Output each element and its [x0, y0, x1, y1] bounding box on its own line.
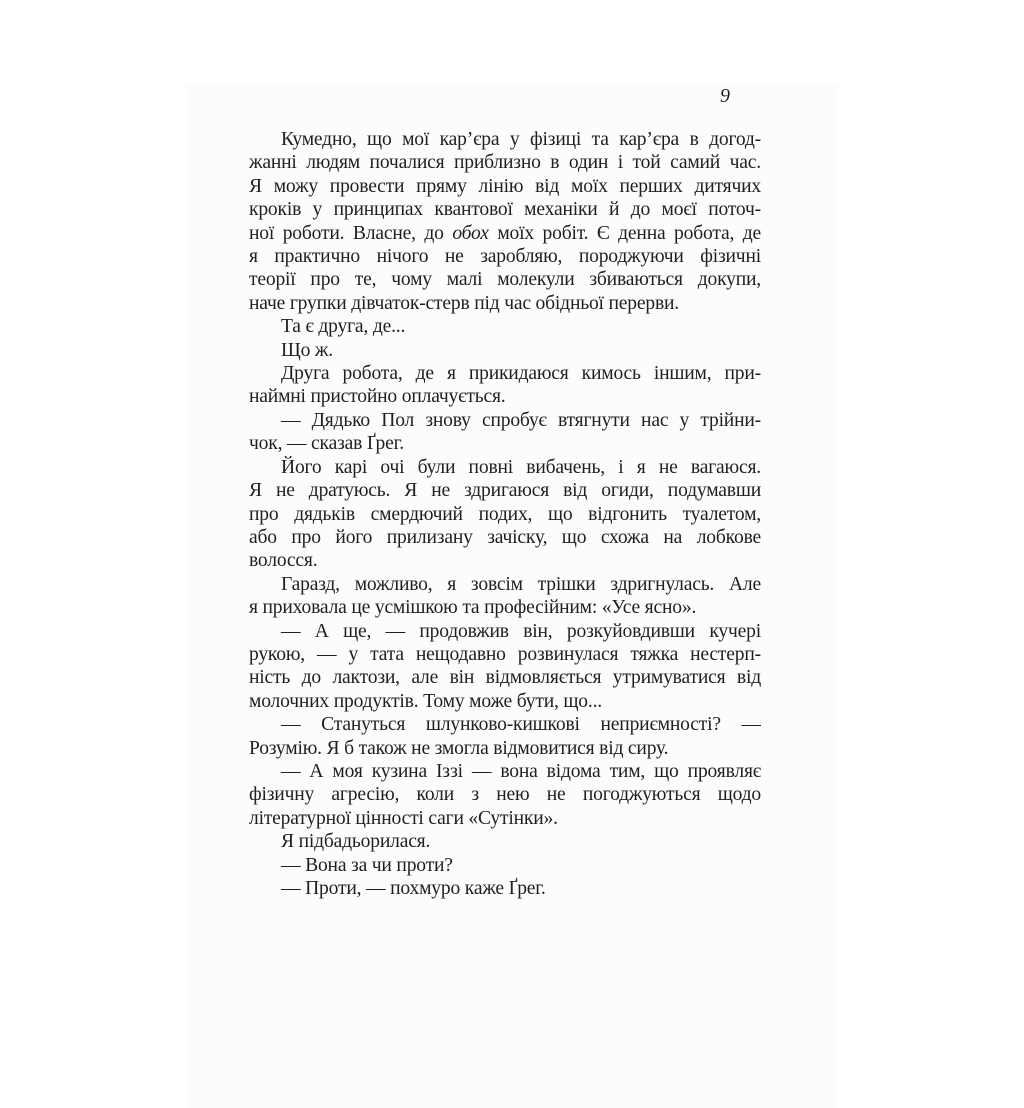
text-line: кроків у принципах квантової механіки й до моєї поточ- — [249, 199, 761, 221]
paragraph — [249, 409, 761, 456]
paragraph — [249, 854, 761, 877]
text-line: Я не дратуюсь. Я не здригаюся від огиди, подумавши — [249, 480, 761, 502]
paragraph — [249, 573, 761, 620]
book-page — [187, 84, 837, 1108]
text-line: про дядьків смердючий подих, що відгонить туалетом, — [249, 503, 761, 525]
text-line: волосся. — [249, 550, 318, 572]
text-line: літературної цінності саги «Сутінки». — [249, 807, 558, 829]
paragraph — [249, 620, 761, 714]
text-line: Розумію. Я б також не змогла відмовитися від сиру. — [249, 737, 669, 759]
text-line: я приховала це усмішкою та професійним: «Усе ясно». — [249, 597, 697, 619]
text-line: — Проти, — похмуро каже Ґрег. — [281, 878, 546, 899]
text-line: наймні пристойно оплачується. — [249, 386, 506, 408]
text-line: чок, — сказав Ґрег. — [249, 433, 404, 455]
text-line: жанні людям почалися приблизно в один і той самий час. — [249, 152, 761, 174]
text-line: фізичну агресію, коли з нею не погоджуються щодо — [249, 784, 761, 806]
text-line: — Стануться шлунково-кишкові неприємності? — — [281, 714, 761, 736]
paragraph — [249, 339, 761, 362]
page-text — [249, 128, 761, 900]
text-line: — Дядько Пол знову спробує втягнути нас у трійни- — [281, 409, 761, 431]
text-line: Гаразд, можливо, я зовсім трішки здригнулась. Але — [281, 573, 761, 595]
text-line: Кумедно, що мої кар’єра у фізиці та кар’єра в догод- — [281, 129, 761, 150]
text-line: Що ж. — [281, 339, 333, 361]
text-line: Я можу провести пряму лінію від моїх перших дитячих — [249, 175, 761, 197]
text-line: рукою, — у тата нещодавно розвинулася тяжка нестерп- — [249, 643, 761, 665]
paragraph — [249, 362, 761, 409]
text-line: або про його прилизану зачіску, що схожа на лобкове — [249, 526, 761, 548]
text-line: молочних продуктів. Тому може бути, що... — [249, 690, 602, 712]
paragraph — [249, 713, 761, 760]
paragraph — [249, 315, 761, 338]
paragraph — [249, 830, 761, 853]
paragraph — [249, 128, 761, 315]
text-line: Його карі очі були повні вибачень, і я не вагаюся. — [281, 456, 761, 478]
text-line: Я підбадьорилася. — [281, 831, 431, 853]
text-line: ність до лактози, але він відмовляється утримуватися від — [249, 667, 761, 689]
paragraph — [249, 877, 761, 900]
page-number: 9 — [720, 85, 730, 107]
text-line: — Вона за чи проти? — [281, 854, 453, 876]
text-line: — А ще, — продовжив він, розкуйовдивши кучері — [281, 620, 761, 642]
paragraph — [249, 760, 761, 830]
text-line: я практично нічого не заробляю, породжуючи фізичні — [249, 246, 761, 268]
text-line: теорії про те, чому малі молекули збиваються докупи, — [249, 269, 761, 291]
text-line: — А моя кузина Іззі — вона відома тим, що проявляє — [281, 760, 761, 782]
text-line: наче групки дівчаток-стерв під час обідньої перерви. — [249, 292, 680, 314]
text-line: Та є друга, де... — [281, 316, 406, 338]
text-line: ної роботи. Власне, до обох моїх робіт. Є денна робота, де — [249, 222, 761, 244]
text-line: Друга робота, де я прикидаюся кимось іншим, при- — [281, 363, 761, 385]
paragraph — [249, 456, 761, 573]
